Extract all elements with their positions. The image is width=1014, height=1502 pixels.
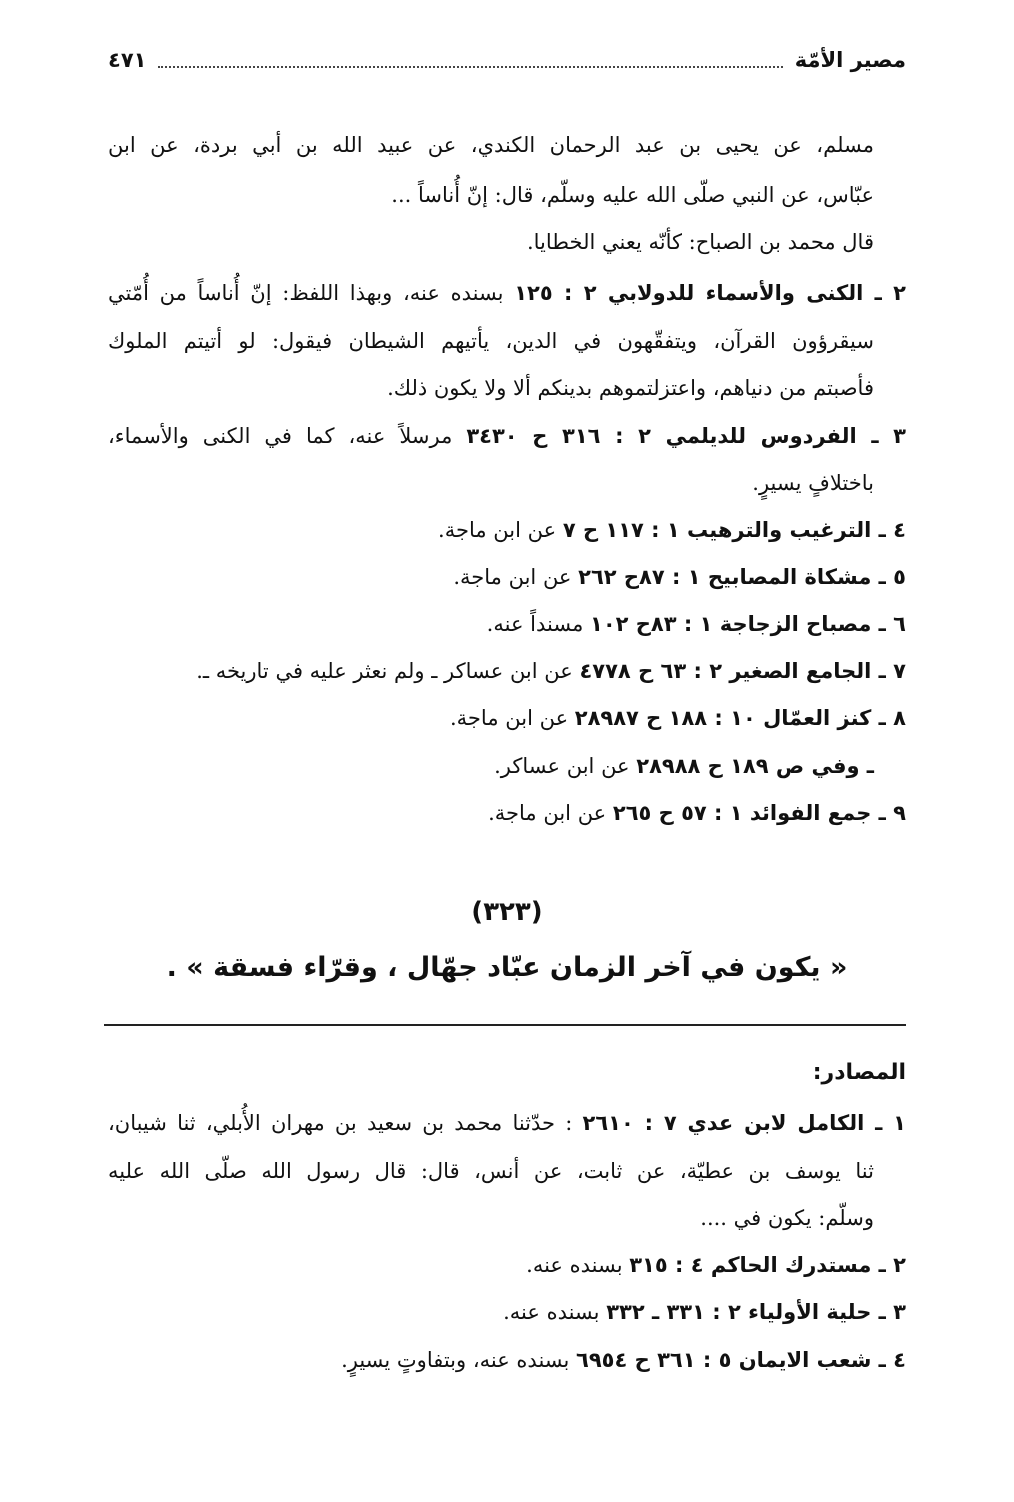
reference-label: ٥ ـ مشكاة المصابيح ١ : ٨٧ح ٢٦٢ — [578, 565, 906, 589]
text-line: باختلافٍ يسيرٍ. — [752, 471, 874, 495]
text-line: سيقرؤون القرآن، ويتفقّهون في الدين، يأتيهم الشيطان فيقول: لو أتيتم الملوك — [108, 329, 874, 353]
reference-text: عن ابن ماجة. — [453, 565, 579, 589]
text-line: قال محمد بن الصباح: كأنّه يعني الخطايا. — [526, 230, 874, 254]
reference-line — [108, 798, 906, 828]
text-line: ثنا يوسف بن عطيّة، عن ثابت، عن أنس، قال: قال رسول الله صلّى الله عليه — [108, 1159, 874, 1183]
reference-label: ٤ ـ شعب الايمان ٥ : ٣٦١ ح ٦٩٥٤ — [576, 1348, 906, 1372]
reference-line — [108, 1297, 906, 1327]
reference-label: ٩ ـ جمع الفوائد ١ : ٥٧ ح ٢٦٥ — [612, 801, 906, 825]
reference-text: عن ابن ماجة. — [488, 801, 613, 825]
reference-text: عن ابن ماجة. — [438, 518, 563, 542]
reference-text: عن ابن عساكر. — [494, 754, 637, 778]
reference-text: مسنداً عنه. — [486, 612, 591, 636]
reference-label: ٦ ـ مصباح الزجاجة ١ : ٨٣ح ١٠٢ — [590, 612, 906, 636]
reference-line — [108, 1108, 906, 1138]
hadith-number: (٣٢٣) — [471, 897, 543, 927]
reference-line — [108, 1250, 906, 1280]
text-line: مسلم، عن يحيى بن عبد الرحمان الكندي، عن عبيد الله بن أبي بردة، عن ابن — [108, 133, 874, 157]
text-line: عبّاس، عن النبي صلّى الله عليه وسلّم، قال: إنّ أُناساً ... — [391, 183, 874, 207]
text-line: فأصبتم من دنياهم، واعتزلتموهم بدينكم ألا ولا يكون ذلك. — [387, 376, 874, 400]
reference-label: ٧ ـ الجامع الصغير ٢ : ٦٣ ح ٤٧٧٨ — [579, 659, 906, 683]
reference-text: عن ابن ماجة. — [450, 706, 575, 730]
reference-label: ٣ ـ حلية الأولياء ٢ : ٣٣١ ـ ٣٣٢ — [606, 1300, 906, 1324]
reference-text: بسنده عنه. — [503, 1300, 607, 1324]
reference-line — [108, 703, 906, 733]
reference-line — [108, 515, 906, 545]
running-head-title: مصير الأمّة — [794, 48, 906, 72]
dotted-leader — [158, 52, 782, 68]
text-line: وسلّم: يكون في .... — [700, 1206, 874, 1230]
divider-rule — [104, 1024, 906, 1026]
reference-label: ٤ ـ الترغيب والترهيب ١ : ١١٧ ح ٧ — [562, 518, 906, 542]
reference-line — [108, 1345, 906, 1375]
reference-label: ـ وفي ص ١٨٩ ح ٢٨٩٨٨ — [636, 754, 874, 778]
reference-label: ٢ ـ مستدرك الحاكم ٤ : ٣١٥ — [629, 1253, 906, 1277]
reference-line — [108, 609, 906, 639]
reference-label: ٢ ـ الكنى والأسماء للدولابي ٢ : ١٢٥ — [514, 281, 906, 305]
reference-text: بسنده عنه، وبهذا اللفظ: إنّ أُناساً من أُمّتي — [108, 281, 515, 305]
reference-label: ٨ ـ كنز العمّال ١٠ : ١٨٨ ح ٢٨٩٨٧ — [574, 706, 906, 730]
reference-line — [108, 278, 906, 308]
reference-line — [108, 562, 906, 592]
reference-line — [108, 751, 874, 781]
reference-text: مرسلاً عنه، كما في الكنى والأسماء، — [108, 424, 467, 448]
sources-heading: المصادر: — [812, 1060, 906, 1085]
reference-text: بسنده عنه. — [526, 1253, 630, 1277]
running-head — [108, 40, 906, 80]
reference-label: ١ ـ الكامل لابن عدي ٧ : ٢٦١٠ — [582, 1111, 906, 1135]
reference-text: بسنده عنه، وبتفاوتٍ يسيرٍ. — [341, 1348, 577, 1372]
reference-label: ٣ ـ الفردوس للديلمي ٢ : ٣١٦ ح ٣٤٣٠ — [466, 424, 906, 448]
page-number: ٤٧١ — [108, 48, 147, 72]
reference-line — [108, 656, 906, 686]
hadith-text: « يكون في آخر الزمان عبّاد جهّال ، وقرّاء فسقة » . — [166, 952, 848, 983]
reference-text: : حدّثنا محمد بن سعيد بن مهران الأُبلي، ثنا شيبان، — [108, 1111, 583, 1135]
reference-text: عن ابن عساكر ـ ولم نعثر عليه في تاريخه ـ. — [196, 659, 580, 683]
reference-line — [108, 421, 906, 451]
